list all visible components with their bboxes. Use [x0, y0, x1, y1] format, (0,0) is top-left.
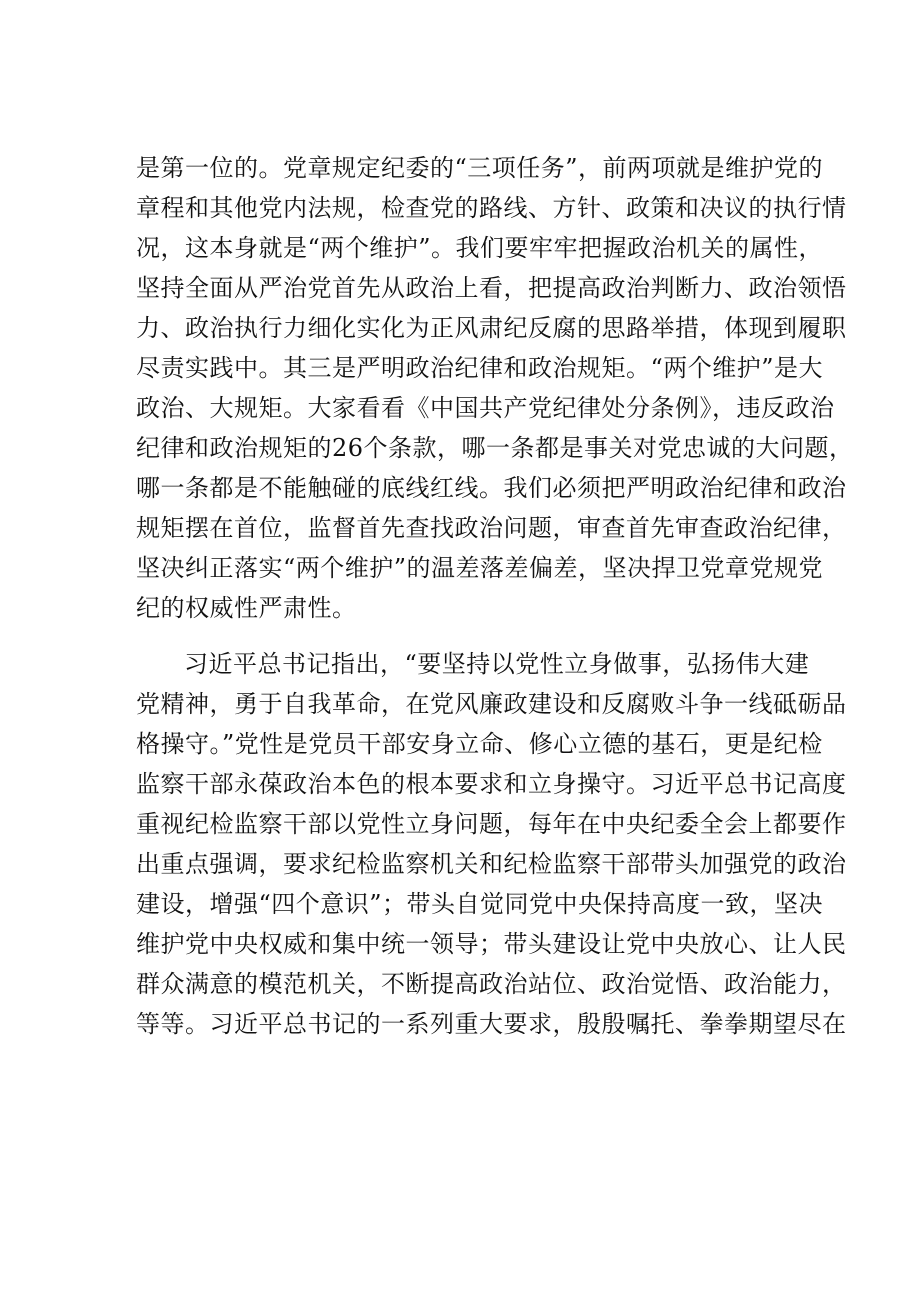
paragraph-1: [136, 148, 854, 628]
text-line: 监察干部永葆政治本色的根本要求和立身操守。习近平总书记高度: [136, 770, 847, 798]
text-line: 章程和其他党内法规，检查党的路线、方针、政策和决议的执行情: [136, 194, 847, 222]
text-line: 群众满意的模范机关，不断提高政治站位、政治觉悟、政治能力，: [136, 970, 847, 998]
text-line: 建设，增强“四个意识”；带头自觉同党中央保持高度一致，坚决: [136, 890, 824, 918]
text-line: 政治、大规矩。大家看看《中国共产党纪律处分条例》，违反政治: [136, 394, 835, 422]
text-line: 重视纪检监察干部以党性立身问题，每年在中央纪委全会上都要作: [136, 810, 847, 838]
text-line: 是第一位的。党章规定纪委的“三项任务”，前两项就是维护党的: [136, 154, 824, 182]
text-line: 维护党中央权威和集中统一领导；带头建设让党中央放心、让人民: [136, 930, 847, 958]
document-body: [136, 148, 854, 1044]
text-line: 尽责实践中。其三是严明政治纪律和政治规矩。“两个维护”是大: [136, 354, 824, 382]
paragraph-2: [136, 644, 847, 1044]
text-line: 出重点强调，要求纪检监察机关和纪检监察干部带头加强党的政治: [136, 850, 847, 878]
text-line: 纪律和政治规矩的26个条款，哪一条都是事关对党忠诚的大问题，: [136, 434, 854, 462]
text-line: 坚决纠正落实“两个维护”的温差落差偏差，坚决捍卫党章党规党: [136, 554, 824, 582]
text-line: 党精神，勇于自我革命，在党风廉政建设和反腐败斗争一线砥砺品: [136, 690, 847, 718]
text-line: 习近平总书记指出，“要坚持以党性立身做事，弘扬伟大建: [184, 650, 810, 678]
text-line: 力、政治执行力细化实化为正风肃纪反腐的思路举措，体现到履职: [136, 314, 847, 342]
text-line: 规矩摆在首位，监督首先查找政治问题，审查首先审查政治纪律，: [136, 514, 847, 542]
text-line: 纪的权威性严肃性。: [136, 594, 357, 622]
text-line: 格操守。”党性是党员干部安身立命、修心立德的基石，更是纪检: [136, 730, 823, 758]
text-line: 哪一条都是不能触碰的底线红线。我们必须把严明政治纪律和政治: [136, 474, 847, 502]
text-line: 坚持全面从严治党首先从政治上看，把提高政治判断力、政治领悟: [136, 274, 847, 302]
text-line: 况，这本身就是“两个维护”。我们要牢牢把握政治机关的属性，: [136, 234, 824, 262]
text-line: 等等。习近平总书记的一系列重大要求，殷殷嘱托、拳拳期望尽在: [136, 1010, 847, 1038]
